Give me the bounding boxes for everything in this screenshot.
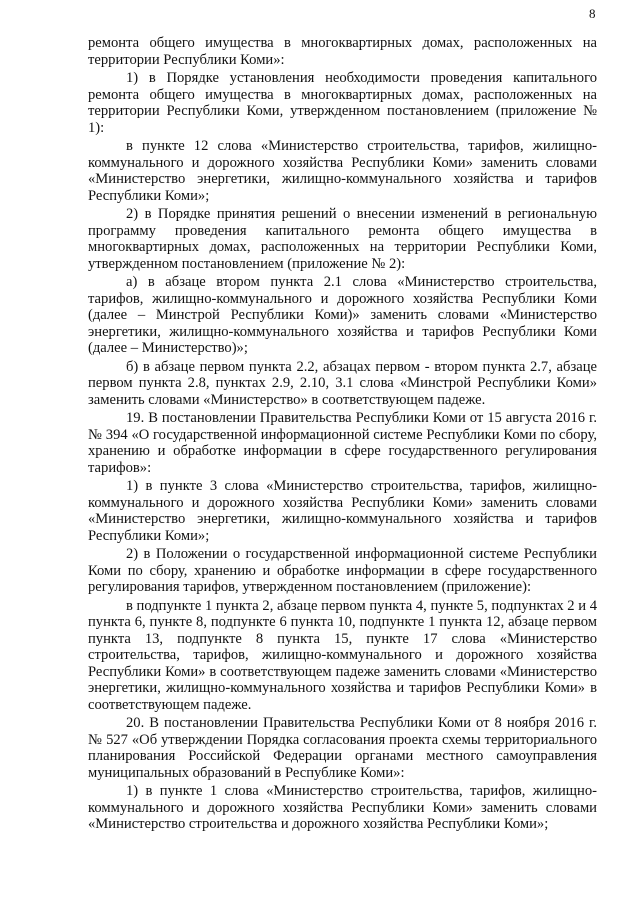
paragraph: а) в абзаце втором пункта 2.1 слова «Министерство строительства, тарифов, жилищно-коммунального и дорожного хозяйства Республики Коми (далее – Минстрой Республики Коми)» заменить словами «Министерство энергетики, жилищно-коммунального хозяйства и тарифов Республики Коми (далее – Министерство)»; <box>88 274 597 356</box>
paragraph: 1) в пункте 1 слова «Министерство строительства, тарифов, жилищно-коммунального и дорожного хозяйства Республики Коми» заменить словами «Министерство строительства и дорожного хозяйства Республики Коми»; <box>88 783 597 832</box>
paragraph: 2) в Положении о государственной информационной системе Республики Коми по сбору, хранению и обработке информации в сфере государственного регулирования тарифов, утвержденном постановлением (приложение): <box>88 546 597 595</box>
paragraph: в пункте 12 слова «Министерство строительства, тарифов, жилищно-коммунального и дорожного хозяйства Республики Коми» заменить словами «Министерство энергетики, жилищно-коммунального хозяйства и тарифов Республики Коми»; <box>88 138 597 204</box>
paragraph: в подпункте 1 пункта 2, абзаце первом пункта 4, пункте 5, подпунктах 2 и 4 пункта 6, пункте 8, подпункте 6 пункта 10, подпункте 1 пункта 12, абзаце первом пункта 13, подпункте 8 пункта 15, пункте 17 слова «Министерство строительства, тарифов, жилищно-коммунального и дорожного хозяйства Республики Коми» в соответствующем падеже заменить словами «Министерство энергетики, жилищно-коммунального хозяйства и тарифов Республики Коми» в соответствующем падеже. <box>88 597 597 713</box>
paragraph: ремонта общего имущества в многоквартирных домах, расположенных на территории Республики Коми»: <box>88 35 597 68</box>
paragraph: 19. В постановлении Правительства Республики Коми от 15 августа 2016 г. № 394 «О государственной информационной системе Республики Коми по сбору, хранению и обработке информации в сфере государственного регулирования тарифов»: <box>88 410 597 476</box>
page-number: 8 <box>589 6 596 21</box>
document-body <box>88 35 597 835</box>
paragraph: 1) в Порядке установления необходимости проведения капитального ремонта общего имущества в многоквартирных домах, расположенных на территории Республики Коми, утвержденном постановлением (приложение № 1): <box>88 70 597 136</box>
paragraph: 1) в пункте 3 слова «Министерство строительства, тарифов, жилищно-коммунального и дорожного хозяйства Республики Коми» заменить словами «Министерство энергетики, жилищно-коммунального хозяйства и тарифов Республики Коми»; <box>88 478 597 544</box>
paragraph: 2) в Порядке принятия решений о внесении изменений в региональную программу проведения капитального ремонта общего имущества в многоквартирных домах, расположенных на территории Республики Коми, утвержденном постановлением (приложение № 2): <box>88 206 597 272</box>
paragraph: 20. В постановлении Правительства Республики Коми от 8 ноября 2016 г. № 527 «Об утверждении Порядка согласования проекта схемы территориального планирования Российской Федерации органами местного самоуправления муниципальных образований в Республике Коми»: <box>88 715 597 781</box>
paragraph: б) в абзаце первом пункта 2.2, абзацах первом - втором пункта 2.7, абзаце первом пункта 2.8, пунктах 2.9, 2.10, 3.1 слова «Минстрой Республики Коми» заменить словами «Министерство» в соответствующем падеже. <box>88 358 597 408</box>
